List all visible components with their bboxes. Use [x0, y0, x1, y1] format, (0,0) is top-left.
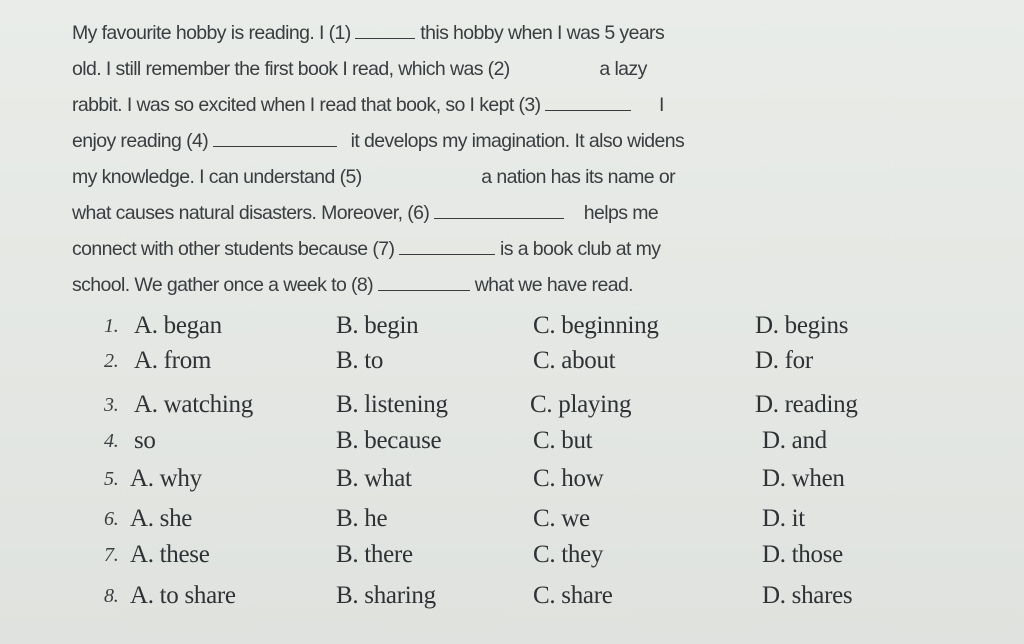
passage-text: what causes natural disasters. Moreover, (6)	[72, 202, 430, 224]
option-c[interactable]: C. about	[533, 347, 616, 374]
question-row-8	[0, 581, 1024, 611]
question-number: 5.	[104, 468, 119, 490]
option-c[interactable]: C. we	[533, 505, 590, 532]
option-b[interactable]: B. listening	[336, 391, 448, 418]
option-d[interactable]: D. when	[762, 465, 845, 492]
option-a[interactable]: A. to share	[130, 582, 236, 609]
passage-text: school. We gather once a week to (8)	[72, 274, 374, 296]
option-c[interactable]: C. share	[533, 582, 613, 609]
option-a[interactable]: A. why	[130, 465, 202, 492]
option-b[interactable]: B. he	[336, 505, 388, 532]
option-b[interactable]: B. because	[336, 427, 442, 454]
passage-line-6	[72, 200, 658, 226]
passage-text: connect with other students because (7)	[72, 238, 395, 260]
option-c[interactable]: C. playing	[530, 391, 632, 418]
passage-line-5	[72, 164, 675, 190]
passage-text: is a book club at my	[500, 238, 661, 260]
question-row-7	[0, 540, 1024, 570]
passage-text: a nation has its name or	[481, 166, 675, 188]
blank-7[interactable]	[399, 236, 495, 255]
question-number: 1.	[104, 315, 119, 337]
passage-text: a lazy	[599, 58, 647, 80]
option-d[interactable]: D. for	[755, 347, 813, 374]
passage-text: My favourite hobby is reading. I (1)	[72, 22, 351, 44]
option-a[interactable]: A. these	[130, 541, 210, 568]
passage-line-7	[72, 236, 660, 262]
question-row-1	[0, 311, 1024, 341]
question-row-5	[0, 464, 1024, 494]
question-row-4	[0, 426, 1024, 456]
question-row-2	[0, 346, 1024, 376]
option-a[interactable]: A. she	[130, 505, 193, 532]
option-b[interactable]: B. to	[336, 347, 384, 374]
passage-text: helps me	[583, 202, 659, 224]
question-number: 8.	[104, 585, 119, 607]
question-row-3	[0, 390, 1024, 420]
passage-line-8	[72, 272, 633, 298]
passage-text: old. I still remember the first book I read, which was (2)	[72, 58, 510, 80]
option-d[interactable]: D. shares	[762, 582, 853, 609]
question-number: 2.	[104, 350, 119, 372]
passage-text: this hobby when I was 5 years	[420, 22, 665, 44]
option-c[interactable]: C. beginning	[533, 312, 659, 339]
question-number: 4.	[104, 430, 119, 452]
option-d[interactable]: D. begins	[755, 312, 849, 339]
option-a[interactable]: A. watching	[134, 391, 253, 418]
question-number: 7.	[104, 544, 119, 566]
question-number: 3.	[104, 394, 119, 416]
option-d[interactable]: D. it	[762, 505, 805, 532]
option-a[interactable]: so	[134, 427, 156, 454]
option-d[interactable]: D. and	[762, 427, 827, 454]
option-b[interactable]: B. begin	[336, 312, 419, 339]
option-b[interactable]: B. what	[336, 465, 412, 492]
passage-text: rabbit. I was so excited when I read that book, so I kept (3)	[72, 94, 541, 116]
option-a[interactable]: A. from	[134, 347, 212, 374]
passage-line-2	[72, 56, 647, 82]
passage-text: it develops my imagination. It also widens	[350, 130, 685, 152]
option-c[interactable]: C. how	[533, 465, 604, 492]
blank-4[interactable]	[213, 128, 337, 147]
option-a[interactable]: A. began	[134, 312, 222, 339]
option-c[interactable]: C. they	[533, 541, 604, 568]
passage-line-1	[72, 20, 664, 46]
option-d[interactable]: D. those	[762, 541, 843, 568]
blank-1[interactable]	[355, 20, 415, 39]
passage-text: what we have read.	[474, 274, 634, 296]
passage-text: enjoy reading (4)	[72, 130, 209, 152]
passage-text: I	[658, 94, 664, 116]
blank-8[interactable]	[378, 272, 470, 291]
passage-line-4	[72, 128, 684, 154]
blank-3[interactable]	[545, 92, 631, 111]
question-row-6	[0, 504, 1024, 534]
passage-text: my knowledge. I can understand (5)	[72, 166, 362, 188]
question-number: 6.	[104, 508, 119, 530]
option-b[interactable]: B. there	[336, 541, 413, 568]
option-d[interactable]: D. reading	[755, 391, 858, 418]
option-b[interactable]: B. sharing	[336, 582, 436, 609]
blank-6[interactable]	[434, 200, 564, 219]
option-c[interactable]: C. but	[533, 427, 593, 454]
passage-line-3	[72, 92, 664, 118]
